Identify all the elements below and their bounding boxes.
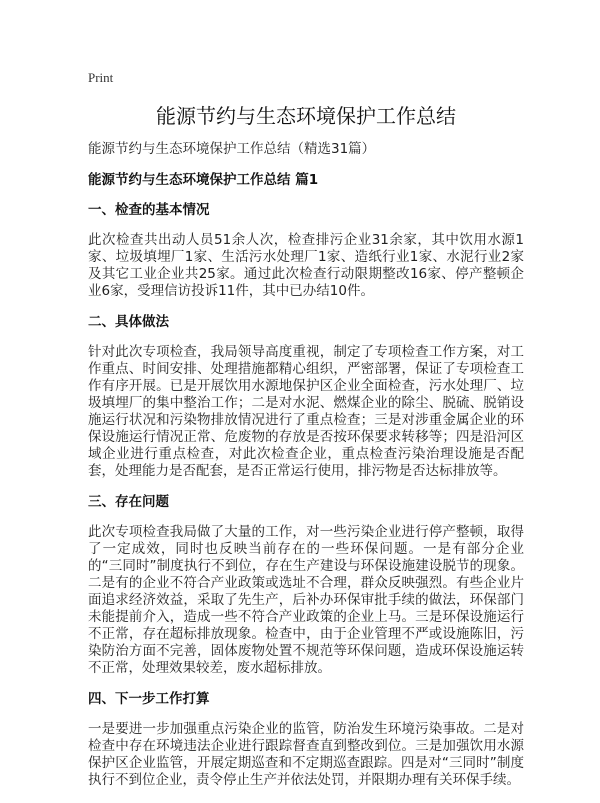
article-heading: 能源节约与生态环境保护工作总结 篇1 [88,172,319,188]
section-heading: 二、具体做法 [88,314,169,330]
section-body: 针对此次专项检查，我局领导高度重视，制定了专项检查工作方案，对工作重点、时间安排、处理措施都精心组织，严密部署，保证了专项检查工作有序开展。已是开展饮用水源地保护区企业全面检查，污水处理厂、垃圾填埋厂的集中整治工作；二是对水泥、燃煤企业的除尘、脱硫、脱销设施运行状况和污染物排放情况进行了重点检查；三是对涉重金属企业的环保设施运行情况正常、危废物的存放是否按环保要求转移等；四是沿河区域企业进行重点检查，对此次检查企业，重点检查污染治理设施是否配套，处理能力是否配套，是否正常运行使用，排污物是否达标排放等。 [88,344,524,479]
section-body: 此次专项检查我局做了大量的工作，对一些污染企业进行停产整顿，取得了一定成效，同时也反映当前存在的一些环保问题。一是有部分企业的“三同时”制度执行不到位，存在生产建设与环保设施建设脱节的现象。二是有的企业不符合产业政策或选址不合理，群众反映强烈。有些企业片面追求经济效益，采取了先生产，后补办环保审批手续的做法，环保部门未能提前介入，造成一些不符合产业政策的企业上马。三是环保设施运行不正常，存在超标排放现象。检查中，由于企业管理不严或设施陈旧，污染防治方面不完善，固体废物处置不规范等环保问题，造成环保设施运转不正常，处理效果较差，废水超标排放。 [88,524,524,676]
section-heading: 三、存在问题 [88,494,169,510]
section-body: 一是要进一步加强重点污染企业的监管，防治发生环境污染事故。二是对检查中存在环境违法企业进行跟踪督查直到整改到位。三是加强饮用水源保护区企业监管，开展定期巡查和不定期巡查跟踪。四是对“三同时”制度执行不到位企业，责令停止生产并依法处罚，并限期办理有关环保手续。 [88,721,524,788]
section-heading: 四、下一步工作打算 [88,691,210,707]
section-body: 此次检查共出动人员51余人次，检查排污企业31余家，其中饮用水源1家、垃圾填埋厂1家、生活污水处理厂1家、造纸行业1家、水泥行业2家及其它工业企业共25家。通过此次检查行动限期整改16家、停产整顿企业6家，受理信访投诉11件，其中已办结10件。 [88,232,524,299]
section-heading: 一、检查的基本情况 [88,202,210,218]
document-page [88,70,524,803]
document-title: 能源节约与生态环境保护工作总结 [156,104,456,128]
document-subtitle: 能源节约与生态环境保护工作总结（精选31篇） [88,141,376,157]
print-label[interactable]: Print [88,70,114,85]
